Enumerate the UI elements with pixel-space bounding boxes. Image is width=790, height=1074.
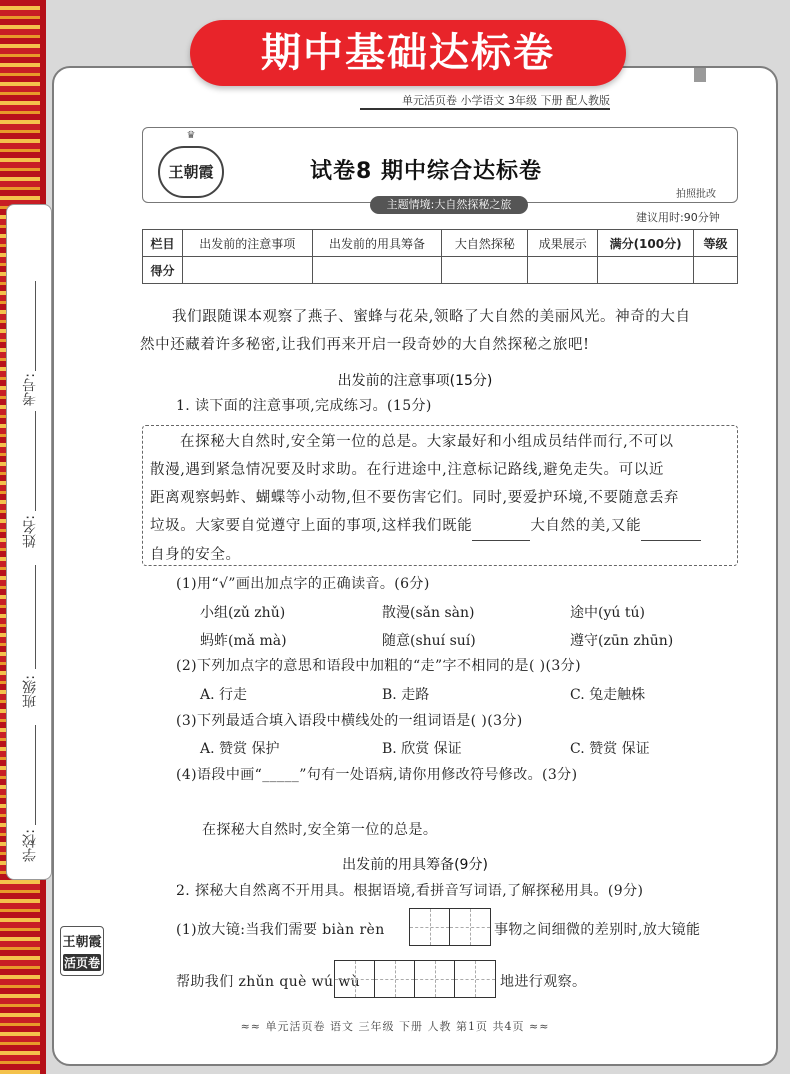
question-2-1-d: 地进行观察。: [500, 974, 587, 990]
suggested-time: 建议用时:90分钟: [636, 211, 720, 224]
scan-grading-note[interactable]: 拍照批改: [676, 189, 716, 200]
passage-text: 垃圾。大家要自觉遵守上面的事项,这样我们既能: [150, 518, 473, 534]
banner-title: 期中基础达标卷: [190, 20, 626, 86]
student-info-sidebar: [6, 204, 52, 880]
question-1-4-sentence[interactable]: 在探秘大自然时,安全第一位的总是。: [202, 822, 438, 838]
score-col: 满分(100分): [598, 230, 694, 257]
grid-cell[interactable]: [415, 961, 455, 997]
writing-grid-2[interactable]: [334, 960, 496, 998]
score-table-header: [143, 230, 738, 257]
exam-no-line: [35, 281, 36, 371]
blank-1[interactable]: [472, 512, 530, 541]
score-table-row: [143, 257, 738, 284]
class-line: [35, 565, 36, 669]
brand-logo-bottom: 活页卷: [63, 956, 100, 970]
choice-option[interactable]: A. 行走: [200, 687, 248, 703]
emblem-logo: [148, 132, 234, 202]
emblem-name: 王朝霞: [158, 146, 224, 198]
passage-line: 距离观察蚂蚱、蝴蝶等小动物,但不要伤害它们。同时,要爱护环境,不要随意丢弃: [150, 490, 680, 506]
pinyin-option[interactable]: 遵守(zūn zhūn): [570, 633, 674, 649]
score-col: 大自然探秘: [442, 230, 528, 257]
test-title: 试卷8 期中综合达标卷: [310, 159, 542, 184]
section-heading-2: 出发前的用具筹备(9分): [342, 857, 488, 873]
name-line: [35, 411, 36, 511]
school-label: 学校:: [22, 829, 38, 862]
pinyin-option[interactable]: 小组(zǔ zhǔ): [200, 605, 286, 621]
brand-logo: [60, 926, 104, 976]
passage-line: [150, 512, 734, 541]
choice-option[interactable]: A. 赞赏 保护: [200, 741, 280, 757]
question-1-3: (3)下列最适合填入语段中横线处的一组词语是( )(3分): [176, 713, 523, 729]
question-2: 2. 探秘大自然离不开用具。根据语境,看拼音写词语,了解探秘用具。(9分): [176, 883, 644, 899]
score-cell[interactable]: [528, 257, 598, 284]
grid-cell[interactable]: [455, 961, 495, 997]
binding-mark: [694, 68, 706, 82]
pinyin-option[interactable]: 途中(yú tú): [570, 605, 645, 621]
crown-icon: ♛: [186, 130, 196, 141]
score-cell[interactable]: [312, 257, 442, 284]
blank-2[interactable]: [641, 512, 701, 541]
series-header: 单元活页卷 小学语文 3年级 下册 配人教版: [360, 92, 610, 110]
section-heading-1: 出发前的注意事项(15分): [337, 373, 493, 389]
score-row-label: 得分: [143, 257, 183, 284]
exam-no-field[interactable]: [7, 373, 53, 410]
passage-line: 自身的安全。: [150, 547, 241, 563]
score-table: [142, 229, 738, 284]
score-cell[interactable]: [598, 257, 694, 284]
score-col: 栏目: [143, 230, 183, 257]
question-1-4: (4)语段中画“_____”句有一处语病,请你用修改符号修改。(3分): [176, 767, 578, 783]
score-col: 等级: [694, 230, 738, 257]
passage-line: 在探秘大自然时,安全第一位的总是。大家最好和小组成员结伴而行,不可以: [180, 434, 674, 450]
school-line: [35, 725, 36, 825]
pinyin-option[interactable]: 蚂蚱(mǎ mà): [200, 633, 287, 649]
school-field[interactable]: [7, 829, 53, 866]
pinyin-option[interactable]: 随意(shuí suí): [382, 633, 476, 649]
intro-line: 我们跟随课本观察了燕子、蜜蜂与花朵,领略了大自然的美丽风光。神奇的大自: [172, 309, 691, 325]
grid-cell[interactable]: [335, 961, 375, 997]
choice-option[interactable]: B. 欣赏 保证: [382, 741, 462, 757]
choice-option[interactable]: B. 走路: [382, 687, 430, 703]
question-1-2: (2)下列加点字的意思和语段中加粗的“走”字不相同的是( )(3分): [176, 658, 581, 674]
theme-tag: 主题情境:大自然探秘之旅: [370, 196, 528, 214]
question-2-1-a: (1)放大镜:当我们需要 biàn rèn: [176, 922, 385, 938]
choice-option[interactable]: C. 兔走触株: [570, 687, 646, 703]
question-1-1: (1)用“√”画出加点字的正确读音。(6分): [176, 576, 430, 592]
question-2-1-b: 事物之间细微的差别时,放大镜能: [494, 922, 701, 938]
pinyin-option[interactable]: 散漫(sǎn sàn): [382, 605, 475, 621]
grid-cell[interactable]: [410, 909, 450, 945]
brand-logo-top: 王朝霞: [62, 935, 102, 950]
score-col: 成果展示: [528, 230, 598, 257]
class-label: 班级:: [22, 675, 38, 708]
score-cell[interactable]: [182, 257, 312, 284]
exam-no-label: 考号:: [22, 373, 38, 406]
grid-cell[interactable]: [450, 909, 490, 945]
grid-cell[interactable]: [375, 961, 415, 997]
class-field[interactable]: [7, 675, 53, 712]
passage: [150, 428, 734, 569]
intro-paragraph: [140, 303, 691, 359]
question-1: 1. 读下面的注意事项,完成练习。(15分): [176, 398, 432, 414]
name-field[interactable]: [7, 515, 53, 552]
score-cell[interactable]: [442, 257, 528, 284]
writing-grid-1[interactable]: [409, 908, 491, 946]
score-cell[interactable]: [694, 257, 738, 284]
passage-line: 散漫,遇到紧急情况要及时求助。在行进途中,注意标记路线,避免走失。可以近: [150, 462, 664, 478]
choice-option[interactable]: C. 赞赏 保证: [570, 741, 650, 757]
score-col: 出发前的注意事项: [182, 230, 312, 257]
score-col: 出发前的用具筹备: [312, 230, 442, 257]
question-2-1-c: 帮助我们 zhǔn què wú wù: [176, 974, 361, 990]
page-footer: ≈≈ 单元活页卷 语文 三年级 下册 人教 第1页 共4页 ≈≈: [240, 1020, 550, 1033]
passage-text: 大自然的美,又能: [530, 518, 642, 534]
intro-line: 然中还藏着许多秘密,让我们再来开启一段奇妙的大自然探秘之旅吧!: [140, 337, 590, 353]
name-label: 姓名:: [22, 515, 38, 548]
